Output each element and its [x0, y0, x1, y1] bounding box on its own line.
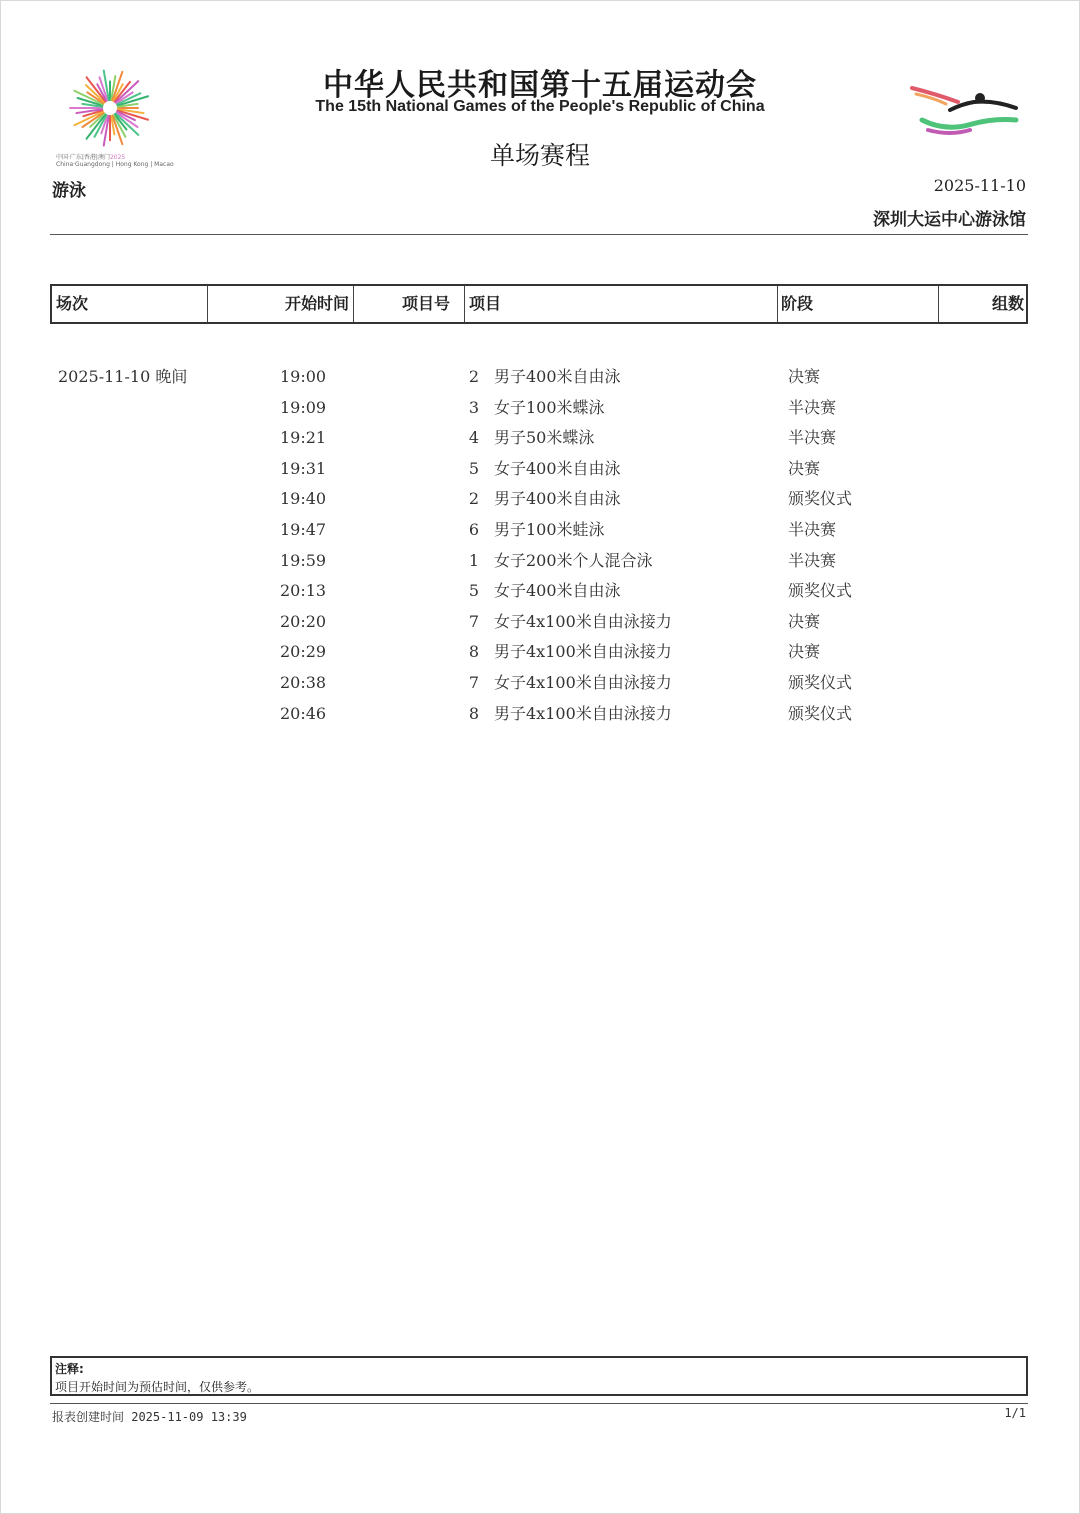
phase-cell: 颁奖仪式 — [788, 581, 853, 601]
event-no-cell: 2 — [468, 489, 479, 509]
col-phase: 阶段 — [781, 294, 814, 313]
event-cell: 女子200米个人混合泳 — [494, 550, 653, 570]
table-row — [50, 362, 1028, 392]
event-cell: 男子4x100米自由泳接力 — [494, 642, 672, 662]
event-no-cell: 3 — [468, 397, 479, 417]
event-cell: 女子4x100米自由泳接力 — [494, 673, 672, 692]
table-row — [50, 454, 1028, 484]
time-cell: 20:29 — [280, 642, 327, 662]
col-divider — [464, 286, 465, 322]
phase-cell: 决赛 — [788, 642, 821, 662]
table-row — [50, 607, 1028, 637]
venue-name: 深圳大运中心游泳馆 — [873, 210, 1026, 230]
col-event-no: 项目号 — [401, 294, 450, 313]
table-row — [50, 576, 1028, 606]
page-title-english: The 15th National Games of the People's Republic of China — [315, 98, 765, 115]
swimming-pictogram-icon — [906, 80, 1026, 140]
schedule-date: 2025-11-10 — [933, 176, 1026, 195]
time-cell: 19:31 — [280, 458, 327, 478]
time-cell: 19:40 — [280, 489, 327, 509]
logo-caption-line2: China·Guangdong | Hong Kong | Macao — [56, 161, 174, 168]
page-title: 中华人民共和国第十五届运动会 — [323, 68, 757, 103]
event-no-cell: 7 — [468, 673, 479, 692]
logo-caption-line1: 中国·广东|香港|澳门 — [56, 154, 110, 161]
header-divider — [50, 234, 1028, 235]
phase-cell: 决赛 — [788, 367, 821, 386]
session-cell: 2025-11-10 晚间 — [58, 367, 188, 386]
time-cell: 19:59 — [280, 550, 327, 570]
event-cell: 女子100米蝶泳 — [494, 397, 605, 417]
table-row — [50, 515, 1028, 545]
time-cell: 20:46 — [280, 703, 327, 723]
event-no-cell: 1 — [468, 550, 479, 570]
table-header — [50, 284, 1028, 324]
event-no-cell: 5 — [468, 581, 479, 601]
event-cell: 女子400米自由泳 — [494, 458, 621, 478]
time-cell: 20:38 — [280, 673, 327, 692]
time-cell: 19:00 — [280, 367, 327, 386]
table-row — [50, 546, 1028, 576]
footer-divider — [50, 1403, 1028, 1404]
table-row — [50, 637, 1028, 667]
col-start-time: 开始时间 — [284, 294, 349, 313]
phase-cell: 半决赛 — [788, 550, 837, 570]
note-title: 注释: — [55, 1362, 84, 1376]
sport-label: 游泳 — [52, 181, 86, 201]
event-cell: 男子400米自由泳 — [494, 489, 621, 509]
event-no-cell: 8 — [468, 642, 479, 662]
col-heats: 组数 — [991, 294, 1024, 313]
event-cell: 女子4x100米自由泳接力 — [494, 611, 672, 631]
event-no-cell: 4 — [468, 428, 479, 448]
table-row — [50, 699, 1028, 729]
event-no-cell: 2 — [468, 367, 479, 386]
event-no-cell: 5 — [468, 458, 479, 478]
note-text: 项目开始时间为预估时间，仅供参考。 — [55, 1380, 260, 1394]
time-cell: 20:20 — [280, 611, 327, 631]
phase-cell: 半决赛 — [788, 520, 837, 539]
phase-cell: 决赛 — [788, 458, 821, 478]
phase-cell: 颁奖仪式 — [788, 489, 853, 509]
report-created-time: 报表创建时间 2025-11-09 13:39 — [52, 1410, 247, 1424]
event-cell: 男子400米自由泳 — [494, 367, 621, 386]
col-event: 项目 — [469, 294, 502, 313]
note-box — [50, 1356, 1028, 1396]
event-cell: 女子400米自由泳 — [494, 581, 621, 601]
time-cell: 19:09 — [280, 397, 327, 417]
phase-cell: 决赛 — [788, 611, 821, 631]
col-session: 场次 — [56, 294, 89, 313]
phase-cell: 半决赛 — [788, 397, 837, 417]
phase-cell: 半决赛 — [788, 428, 837, 448]
event-cell: 男子4x100米自由泳接力 — [494, 703, 672, 723]
page-subtitle: 单场赛程 — [489, 141, 590, 170]
table-row — [50, 393, 1028, 423]
table-row — [50, 668, 1028, 698]
logo-caption-year: 2025 — [109, 154, 126, 161]
time-cell: 19:47 — [280, 520, 327, 539]
page-number: 1/1 — [1004, 1406, 1026, 1420]
event-no-cell: 7 — [468, 611, 479, 631]
phase-cell: 颁奖仪式 — [788, 703, 853, 723]
event-cell: 男子50米蝶泳 — [494, 428, 595, 448]
event-no-cell: 6 — [468, 520, 479, 539]
col-divider — [777, 286, 778, 322]
time-cell: 20:13 — [280, 581, 327, 601]
event-no-cell: 8 — [468, 703, 479, 723]
time-cell: 19:21 — [280, 428, 327, 448]
table-row — [50, 484, 1028, 514]
table-row — [50, 423, 1028, 453]
phase-cell: 颁奖仪式 — [788, 673, 853, 692]
event-cell: 男子100米蛙泳 — [494, 520, 605, 539]
